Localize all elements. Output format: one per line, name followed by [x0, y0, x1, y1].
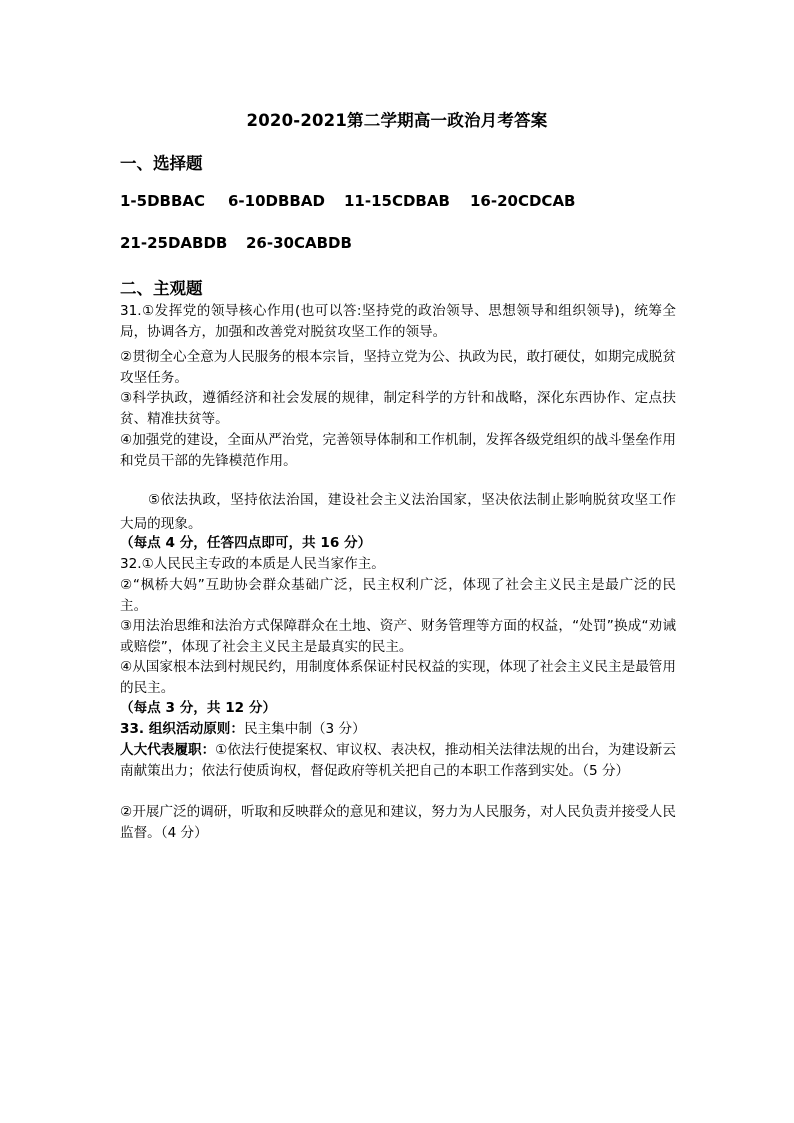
- q32-point-3: ③用法治思维和法治方式保障群众在土地、资产、财务管理等方面的权益，“处罚”换成“劝诫或赔偿”，体现了社会主义民主是最真实的民主。: [120, 618, 676, 655]
- q33-point-2: [120, 740, 676, 781]
- answer-group: 26-30CABDB: [246, 234, 352, 252]
- q32-score-note: （每点 3 分，共 12 分）: [120, 700, 277, 716]
- document-title: 2020-2021第二学期高一政治月考答案: [246, 111, 548, 130]
- q33-text-deputy: ①依法行使提案权、审议权、表决权，推动相关法律法规的出台，为建设新云南献策出力；依法行使质询权，督促政府等机关把自己的本职工作落到实处。（5 分）: [120, 742, 677, 779]
- q33-label-deputy: 人大代表履职：: [120, 742, 216, 758]
- answer-row-1: [120, 192, 575, 210]
- answer-group: 6-10DBBAD: [228, 192, 325, 210]
- q32-point-2: ②“枫桥大妈”互助协会群众基础广泛，民主权利广泛，体现了社会主义民主是最广泛的民主。: [120, 577, 676, 614]
- section-heading-subjective: 二、主观题: [120, 279, 203, 298]
- q31-score-note: （每点 4 分，任答四点即可，共 16 分）: [120, 535, 372, 551]
- section-heading-choice: 一、选择题: [120, 154, 203, 173]
- q33-point-3: ②开展广泛的调研，听取和反映群众的意见和建议，努力为人民服务，对人民负责并接受人民监督。（4 分）: [120, 804, 676, 841]
- answer-group: 16-20CDCAB: [470, 192, 576, 210]
- q31-point-4: ④加强党的建设，全面从严治党，完善领导体制和工作机制，发挥各级党组织的战斗堡垒作用和党员干部的先锋模范作用。: [120, 432, 676, 469]
- q33-label-principle: 33. 组织活动原则：: [120, 721, 244, 737]
- answer-group: 1-5DBBAC: [120, 192, 206, 210]
- q31-point-2: ②贯彻全心全意为人民服务的根本宗旨，坚持立党为公、执政为民，敢打硬仗，如期完成脱贫攻坚任务。: [120, 349, 676, 386]
- q31-point-5: ⑤依法执政，坚持依法治国，建设社会主义法治国家，坚决依法制止影响脱贫攻坚工作大局的现象。: [120, 492, 676, 532]
- q33-text-principle: 民主集中制（3 分）: [243, 721, 366, 737]
- answer-group: 11-15CDBAB: [344, 192, 450, 210]
- q31-point-1: 31.①发挥党的领导核心作用(也可以答:坚持党的政治领导、思想领导和组织领导)，统筹全局，协调各方，加强和改善党对脱贫攻坚工作的领导。: [120, 303, 676, 340]
- q32-point-1: 32.①人民民主专政的本质是人民当家作主。: [120, 556, 385, 572]
- answer-row-2: [120, 234, 352, 252]
- q31-point-3: ③科学执政，遵循经济和社会发展的规律，制定科学的方针和战略，深化东西协作、定点扶贫、精准扶贫等。: [120, 390, 676, 427]
- q33-point-1: [120, 719, 676, 740]
- q32-point-4: ④从国家根本法到村规民约，用制度体系保证村民权益的实现，体现了社会主义民主是最管用的民主。: [120, 659, 676, 696]
- answer-group: 21-25DABDB: [120, 234, 228, 252]
